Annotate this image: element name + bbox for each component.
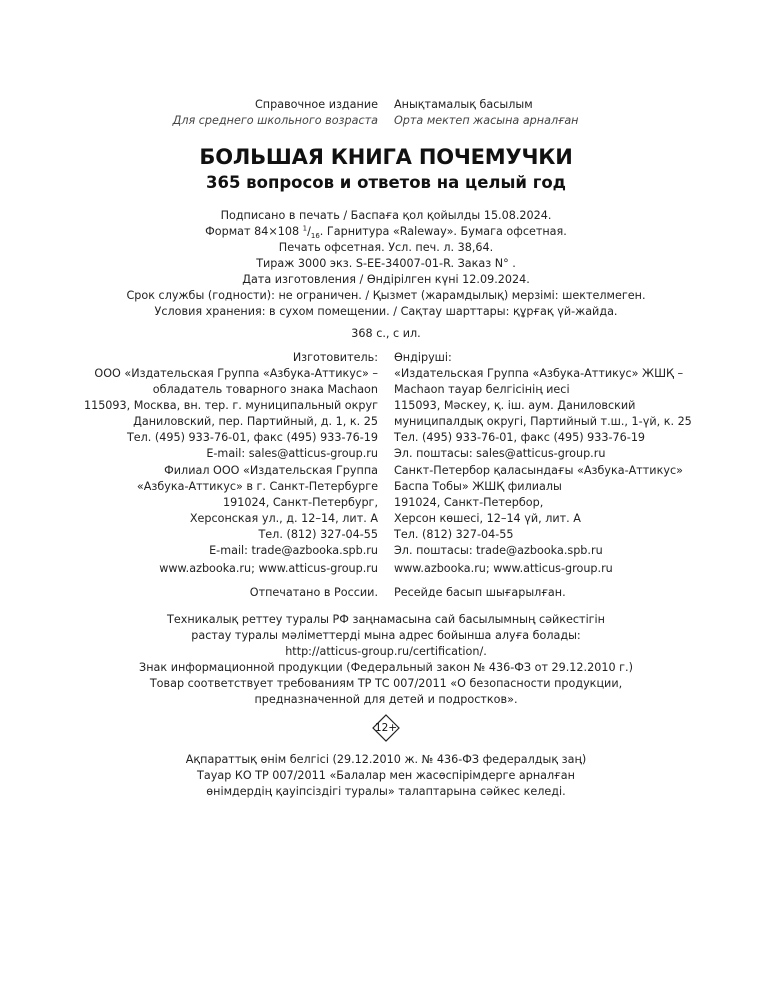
branch-kz-line: Баспа Тобы» ЖШҚ филиалы: [394, 480, 562, 493]
manufacturer-kz-line: муниципалдық округі, Партийный т.ш., 1-үй, к. 25: [394, 415, 692, 428]
manufacturer-ru-line: ООО «Издательская Группа «Азбука-Аттикус» –: [94, 367, 378, 380]
storage-line: Условия хранения: в сухом помещении. / Сақтау шарттары: құрғақ үй-жайда.: [154, 305, 618, 318]
manufacturer-kz-line: «Издательская Группа «Азбука-Аттикус» ЖШҚ –: [394, 367, 684, 380]
manufacturer-ru-line: Тел. (495) 933-76-01, факс (495) 933-76-19: [126, 431, 378, 444]
branch-kz: [394, 463, 683, 559]
info-sign-kz-block: [0, 752, 772, 800]
info-sign-kz-line: өнімдердің қауіпсіздігі туралы» талаптарына сәйкес келеді.: [206, 785, 566, 798]
certification-line: растау туралы мәліметтерді мына адрес бойынша алуға болады:: [191, 629, 581, 642]
info-sign-ru-line: Товар соответствует требованиям ТР ТС 007/2011 «О безопасности продукции,: [149, 677, 623, 690]
branch-ru-line: Херсонская ул., д. 12–14, лит. А: [189, 512, 378, 525]
branch-ru: [137, 463, 378, 559]
info-sign-ru-line: Знак информационной продукции (Федеральный закон № 436-ФЗ от 29.12.2010 г.): [139, 661, 633, 674]
header-right: [394, 97, 579, 129]
branch-kz-line: Тел. (812) 327-04-55: [394, 528, 514, 541]
manufactured-line: Дата изготовления / Өндірілген күні 12.09.2024.: [242, 273, 530, 286]
branch-kz-line: Санкт-Петербор қаласындағы «Азбука-Аттикус»: [394, 464, 683, 477]
info-sign-ru-line: предназначенной для детей и подростков».: [254, 693, 518, 706]
manufacturer-kz-line: 115093, Мәскеу, қ. іш. аум. Даниловский: [394, 399, 636, 412]
manufacturer-ru-line: Даниловский, пер. Партийный, д. 1, к. 25: [133, 415, 378, 428]
manufacturer-ru: [84, 350, 378, 462]
branch-ru-line: 191024, Санкт-Петербург,: [223, 496, 378, 509]
format-denominator: 16: [310, 232, 320, 241]
branch-ru-line: Филиал ООО «Издательская Группа: [164, 464, 378, 477]
format-line: [0, 224, 772, 240]
branch-ru-line: Тел. (812) 327-04-55: [258, 528, 378, 541]
age-rating-label: 12+: [374, 722, 398, 734]
edition-label-kz: Анықтамалық басылым: [394, 98, 533, 111]
branch-kz-line: Эл. поштасы: trade@azbooka.spb.ru: [394, 544, 603, 557]
websites-kz: www.azbooka.ru; www.atticus-group.ru: [394, 562, 613, 575]
imprint-details: [0, 208, 772, 320]
run-line: Тираж 3000 экз. S-EE-34007-01-R. Заказ N° .: [256, 257, 516, 270]
format-suffix: . Гарнитура «Raleway». Бумага офсетная.: [319, 225, 567, 238]
audience-ru: Для среднего школьного возраста: [172, 114, 378, 127]
format-prefix: Формат 84×108: [205, 225, 303, 238]
book-title: БОЛЬШАЯ КНИГА ПОЧЕМУЧКИ: [199, 145, 573, 169]
manufacturer-ru-line: E-mail: sales@atticus-group.ru: [206, 447, 378, 460]
pages-line: 368 с., с ил.: [351, 327, 421, 340]
branch-ru-line: «Азбука-Аттикус» в г. Санкт-Петербурге: [136, 480, 378, 493]
manufacturer-ru-line: 115093, Москва, вн. тер. г. муниципальный округ: [83, 399, 378, 412]
manufacturer-kz-line: Тел. (495) 933-76-01, факс (495) 933-76-19: [394, 431, 646, 444]
format-slash: /: [307, 225, 311, 238]
printed-ru: Отпечатано в России.: [249, 586, 378, 599]
book-subtitle: 365 вопросов и ответов на целый год: [205, 173, 567, 192]
format-numerator: 1: [302, 224, 308, 233]
info-sign-ru-block: [0, 660, 772, 708]
certification-line: Техникалық реттеу туралы РФ заңнамасына сай басылымның сәйкестігін: [167, 613, 605, 626]
printed-kz: Ресейде басып шығарылған.: [394, 586, 566, 599]
manufacturer-kz: [394, 350, 692, 462]
branch-kz-line: Херсон көшесі, 12–14 үй, лит. А: [394, 512, 581, 525]
manufacturer-ru-line: Изготовитель:: [292, 351, 378, 364]
signed-line: Подписано в печать / Баспаға қол қойылды 15.08.2024.: [220, 209, 552, 222]
certification-block: [0, 612, 772, 660]
branch-ru-line: E-mail: trade@azbooka.spb.ru: [209, 544, 378, 557]
shelf-life-line: Срок службы (годности): не ограничен. / Қызмет (жарамдылық) мерзімі: шектелмеген.: [126, 289, 646, 302]
header-left: [173, 97, 378, 129]
edition-label-ru: Справочное издание: [254, 98, 378, 111]
info-sign-kz-line: Ақпараттық өнім белгісі (29.12.2010 ж. № 436-ФЗ федералдық заң): [185, 753, 587, 766]
print-line: Печать офсетная. Усл. печ. л. 38,64.: [278, 241, 494, 254]
manufacturer-kz-line: Machaon тауар белгісінің иесі: [394, 383, 570, 396]
age-rating-badge: [372, 714, 400, 742]
manufacturer-ru-line: обладатель товарного знака Machaon: [152, 383, 378, 396]
websites-ru: www.azbooka.ru; www.atticus-group.ru: [159, 562, 378, 575]
audience-kz: Орта мектеп жасына арналған: [394, 114, 579, 127]
certification-url: http://atticus-group.ru/certification/.: [285, 645, 487, 658]
manufacturer-kz-line: Эл. поштасы: sales@atticus-group.ru: [394, 447, 606, 460]
info-sign-kz-line: Тауар КО ТР 007/2011 «Балалар мен жасөспірімдерге арналған: [197, 769, 575, 782]
branch-kz-line: 191024, Санкт-Петербор,: [394, 496, 544, 509]
manufacturer-kz-line: Өндіруші:: [394, 351, 452, 364]
